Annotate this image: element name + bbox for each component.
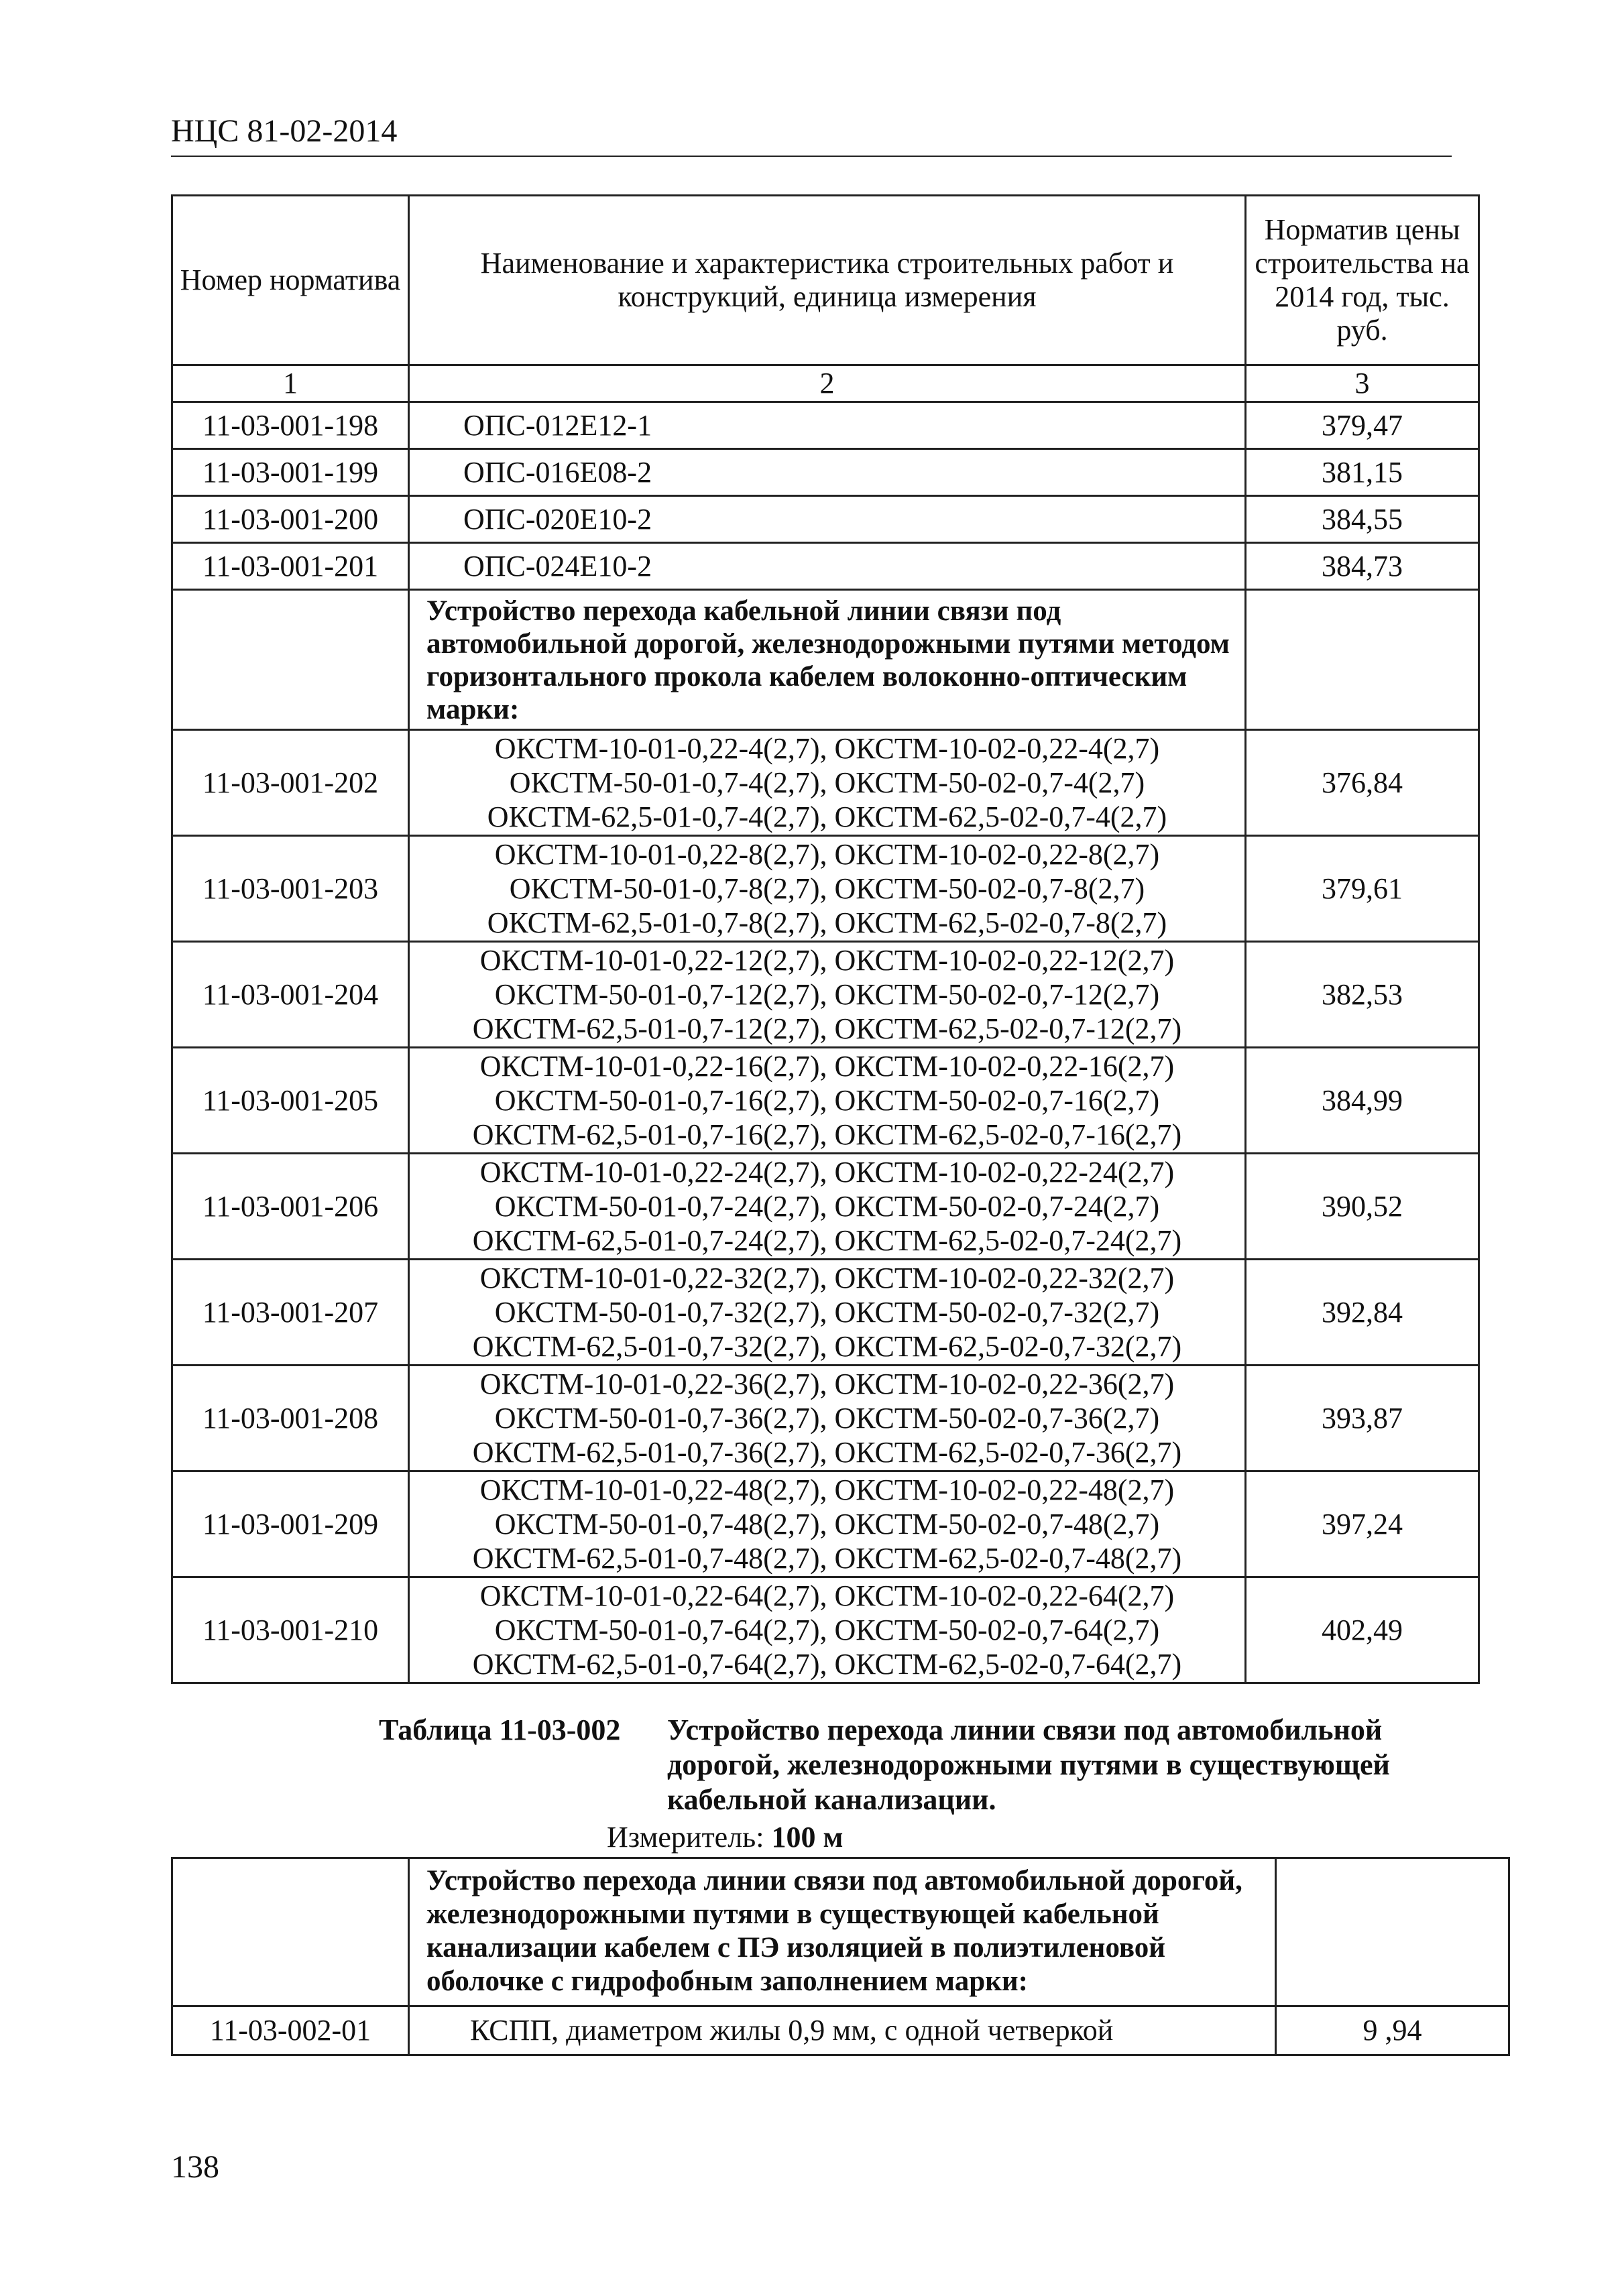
measure-label: Измеритель: xyxy=(607,1821,764,1854)
norm-code: 11-03-001-210 xyxy=(172,1577,409,1683)
norm-code: 11-03-001-208 xyxy=(172,1366,409,1471)
empty-cell xyxy=(172,590,409,730)
table-row xyxy=(172,942,1479,1048)
norm-name: ОПС-016Е08-2 xyxy=(409,449,1246,496)
cable-line: ОКСТМ-10-01-0,22-8(2,7), ОКСТМ-10-02-0,22-8(2,7) xyxy=(494,838,1160,871)
norm-name xyxy=(409,942,1246,1048)
norm-name: ОПС-024Е10-2 xyxy=(409,543,1246,590)
norm-price: 376,84 xyxy=(1246,730,1479,836)
cable-line: ОКСТМ-50-01-0,7-24(2,7), ОКСТМ-50-02-0,7-24(2,7) xyxy=(494,1190,1160,1223)
table2-caption xyxy=(379,1713,1465,1820)
norm-code: 11-03-001-201 xyxy=(172,543,409,590)
cable-line: ОКСТМ-50-01-0,7-4(2,7), ОКСТМ-50-02-0,7-4(2,7) xyxy=(509,766,1145,799)
table-row xyxy=(172,1577,1479,1683)
norm-code: 11-03-002-01 xyxy=(172,2006,409,2055)
cable-line: ОКСТМ-62,5-01-0,7-32(2,7), ОКСТМ-62,5-02-0,7-32(2,7) xyxy=(472,1330,1182,1363)
cable-line: ОКСТМ-50-01-0,7-8(2,7), ОКСТМ-50-02-0,7-8(2,7) xyxy=(509,872,1145,905)
norm-code: 11-03-001-203 xyxy=(172,836,409,942)
cable-line: ОКСТМ-50-01-0,7-48(2,7), ОКСТМ-50-02-0,7-48(2,7) xyxy=(494,1508,1160,1540)
norm-code: 11-03-001-200 xyxy=(172,496,409,543)
header-code: Номер норматива xyxy=(172,196,409,365)
cable-line: ОКСТМ-10-01-0,22-32(2,7), ОКСТМ-10-02-0,22-32(2,7) xyxy=(479,1262,1175,1294)
table-row xyxy=(172,1260,1479,1366)
norm-code: 11-03-001-206 xyxy=(172,1154,409,1260)
page-number: 138 xyxy=(171,2149,219,2185)
measure-unit xyxy=(607,1820,843,1855)
cable-line: ОКСТМ-10-01-0,22-48(2,7), ОКСТМ-10-02-0,22-48(2,7) xyxy=(479,1473,1175,1506)
cable-line: ОКСТМ-50-01-0,7-64(2,7), ОКСТМ-50-02-0,7-64(2,7) xyxy=(494,1614,1160,1646)
empty-cell xyxy=(1246,590,1479,730)
norm-name xyxy=(409,836,1246,942)
norm-code: 11-03-001-207 xyxy=(172,1260,409,1366)
norm-price: 382,53 xyxy=(1246,942,1479,1048)
norm-name xyxy=(409,1471,1246,1577)
norm-name: ОПС-012Е12-1 xyxy=(409,402,1246,449)
table-row xyxy=(172,1154,1479,1260)
norm-code: 11-03-001-205 xyxy=(172,1048,409,1154)
norm-price: 381,15 xyxy=(1246,449,1479,496)
table-row xyxy=(172,543,1479,590)
norm-name xyxy=(409,1154,1246,1260)
section-row xyxy=(172,590,1479,730)
norm-code: 11-03-001-198 xyxy=(172,402,409,449)
norm-price: 402,49 xyxy=(1246,1577,1479,1683)
norm-code: 11-03-001-204 xyxy=(172,942,409,1048)
cable-line: ОКСТМ-10-01-0,22-64(2,7), ОКСТМ-10-02-0,22-64(2,7) xyxy=(479,1579,1175,1612)
cable-line: ОКСТМ-50-01-0,7-12(2,7), ОКСТМ-50-02-0,7-12(2,7) xyxy=(494,978,1160,1011)
header-name: Наименование и характеристика строительных работ и конструкций, единица измерения xyxy=(409,196,1246,365)
norm-price: 379,47 xyxy=(1246,402,1479,449)
table-row xyxy=(172,2006,1509,2055)
norm-price: 393,87 xyxy=(1246,1366,1479,1471)
cable-line: ОКСТМ-10-01-0,22-24(2,7), ОКСТМ-10-02-0,22-24(2,7) xyxy=(479,1156,1175,1189)
empty-cell xyxy=(172,1858,409,2006)
norm-code: 11-03-001-202 xyxy=(172,730,409,836)
norm-price: 397,24 xyxy=(1246,1471,1479,1577)
table-row xyxy=(172,402,1479,449)
doc-code: НЦС 81-02-2014 xyxy=(171,113,398,149)
table-row xyxy=(172,1471,1479,1577)
measure-value: 100 м xyxy=(771,1821,844,1854)
table-row xyxy=(172,1366,1479,1471)
table-row xyxy=(172,449,1479,496)
norm-price: 384,73 xyxy=(1246,543,1479,590)
cable-line: ОКСТМ-62,5-01-0,7-36(2,7), ОКСТМ-62,5-02-0,7-36(2,7) xyxy=(472,1436,1182,1469)
norm-code: 11-03-001-209 xyxy=(172,1471,409,1577)
document-header xyxy=(171,113,1452,157)
cable-line: ОКСТМ-10-01-0,22-4(2,7), ОКСТМ-10-02-0,22-4(2,7) xyxy=(494,732,1160,765)
norm-name xyxy=(409,1577,1246,1683)
cable-line: ОКСТМ-50-01-0,7-16(2,7), ОКСТМ-50-02-0,7-16(2,7) xyxy=(494,1084,1160,1117)
column-number: 2 xyxy=(409,365,1246,402)
table2-label: Таблица 11-03-002 xyxy=(379,1713,621,1746)
norm-name: КСПП, диаметром жилы 0,9 мм, с одной четверкой xyxy=(409,2006,1276,2055)
cable-line: ОКСТМ-50-01-0,7-36(2,7), ОКСТМ-50-02-0,7-36(2,7) xyxy=(494,1402,1160,1435)
section-title: Устройство перехода кабельной линии связи под автомобильной дорогой, железнодорожными путями методом горизонтального прокола кабелем волоконно-оптическим марки: xyxy=(409,590,1246,730)
header-price: Норматив цены строительства на 2014 год, тыс. руб. xyxy=(1246,196,1479,365)
cable-line: ОКСТМ-62,5-01-0,7-48(2,7), ОКСТМ-62,5-02-0,7-48(2,7) xyxy=(472,1542,1182,1575)
norm-price: 392,84 xyxy=(1246,1260,1479,1366)
cable-line: ОКСТМ-62,5-01-0,7-8(2,7), ОКСТМ-62,5-02-0,7-8(2,7) xyxy=(487,906,1167,939)
cable-line: ОКСТМ-62,5-01-0,7-4(2,7), ОКСТМ-62,5-02-0,7-4(2,7) xyxy=(487,800,1167,833)
column-number: 1 xyxy=(172,365,409,402)
cable-line: ОКСТМ-62,5-01-0,7-24(2,7), ОКСТМ-62,5-02-0,7-24(2,7) xyxy=(472,1224,1182,1257)
section-row xyxy=(172,1858,1509,2006)
norms-table-2 xyxy=(171,1857,1510,2056)
norm-price: 384,55 xyxy=(1246,496,1479,543)
norm-name xyxy=(409,1366,1246,1471)
table-row xyxy=(172,496,1479,543)
cable-line: ОКСТМ-62,5-01-0,7-64(2,7), ОКСТМ-62,5-02-0,7-64(2,7) xyxy=(472,1648,1182,1681)
table-row xyxy=(172,1048,1479,1154)
cable-line: ОКСТМ-62,5-01-0,7-12(2,7), ОКСТМ-62,5-02-0,7-12(2,7) xyxy=(472,1012,1182,1045)
column-number: 3 xyxy=(1246,365,1479,402)
norm-price: 390,52 xyxy=(1246,1154,1479,1260)
cable-line: ОКСТМ-62,5-01-0,7-16(2,7), ОКСТМ-62,5-02-0,7-16(2,7) xyxy=(472,1118,1182,1151)
norms-table xyxy=(171,194,1480,1684)
cable-line: ОКСТМ-10-01-0,22-12(2,7), ОКСТМ-10-02-0,22-12(2,7) xyxy=(479,944,1175,977)
table-header-row xyxy=(172,196,1479,365)
norm-code: 11-03-001-199 xyxy=(172,449,409,496)
column-numbers-row xyxy=(172,365,1479,402)
norm-price: 9 ,94 xyxy=(1276,2006,1509,2055)
table-row xyxy=(172,836,1479,942)
norm-name: ОПС-020Е10-2 xyxy=(409,496,1246,543)
cable-line: ОКСТМ-10-01-0,22-36(2,7), ОКСТМ-10-02-0,22-36(2,7) xyxy=(479,1368,1175,1400)
norm-price: 384,99 xyxy=(1246,1048,1479,1154)
norm-name xyxy=(409,730,1246,836)
cable-line: ОКСТМ-10-01-0,22-16(2,7), ОКСТМ-10-02-0,22-16(2,7) xyxy=(479,1050,1175,1083)
table-row xyxy=(172,730,1479,836)
section-title: Устройство перехода линии связи под автомобильной дорогой, железнодорожными путями в существующей кабельной канализации кабелем с ПЭ изоляцией в полиэтиленовой оболочке с гидрофобным заполнением марки: xyxy=(409,1858,1276,2006)
cable-line: ОКСТМ-50-01-0,7-32(2,7), ОКСТМ-50-02-0,7-32(2,7) xyxy=(494,1296,1160,1329)
table2-title: Устройство перехода линии связи под автомобильной дорогой, железнодорожными путями в существующей кабельной канализации. xyxy=(667,1713,1390,1816)
norm-name xyxy=(409,1048,1246,1154)
norm-name xyxy=(409,1260,1246,1366)
empty-cell xyxy=(1276,1858,1509,2006)
norm-price: 379,61 xyxy=(1246,836,1479,942)
